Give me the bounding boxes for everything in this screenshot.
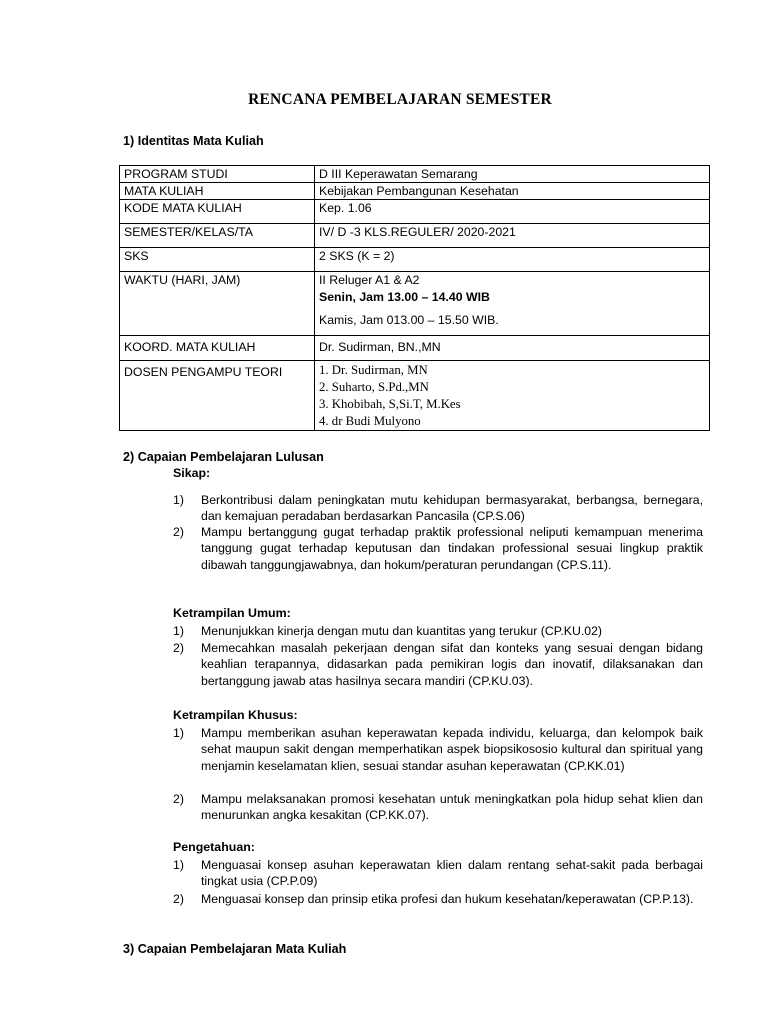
row-key: DOSEN PENGAMPU TEORI [120,361,315,431]
section-3-heading: 3) Capaian Pembelajaran Mata Kuliah [123,942,347,956]
table-row [120,336,710,361]
item-number: 1) [173,493,184,507]
item-text: Berkontribusi dalam peningkatan mutu kehidupan bermasyarakat, berbangsa, bernegara, dan kemajuan peradaban berdasarkan Pancasila (CP.S.06) [201,493,703,524]
pengetahuan-heading: Pengetahuan: [173,840,255,854]
row-value: Kebijakan Pembangunan Kesehatan [315,183,710,200]
section-2-heading: 2) Capaian Pembelajaran Lulusan [123,450,324,464]
row-value [315,361,710,431]
item-text: Mampu melaksanakan promosi kesehatan untuk meningkatkan pola hidup sehat klien dan menurunkan angka kesakitan (CP.KK.07). [201,792,703,823]
list-item [173,891,703,907]
row-key: SEMESTER/KELAS/TA [120,224,315,248]
list-item: 1. Dr. Sudirman, MN [319,363,428,377]
item-number: 2) [173,792,184,806]
item-text: Menguasai konsep dan prinsip etika profesi dan hukum kesehatan/keperawatan (CP.P.13). [201,892,694,906]
row-value: 2 SKS (K = 2) [315,248,710,272]
item-number: 2) [173,641,184,655]
item-number: 2) [173,525,184,539]
item-number: 1) [173,726,184,740]
row-key: SKS [120,248,315,272]
row-value [315,272,710,336]
item-text: Menunjukkan kinerja dengan mutu dan kuantitas yang terukur (CP.KU.02) [201,624,603,638]
document-title: RENCANA PEMBELAJARAN SEMESTER [248,91,552,108]
item-number: 1) [173,858,184,872]
schedule-thursday: Kamis, Jam 013.00 – 15.50 WIB. [319,313,499,327]
sikap-heading: Sikap: [173,466,211,480]
section-1-heading: 1) Identitas Mata Kuliah [123,134,264,148]
row-key: KODE MATA KULIAH [120,200,315,224]
item-number: 2) [173,892,184,906]
row-value: D III Keperawatan Semarang [315,166,710,183]
list-item [173,640,703,689]
table-row [120,361,710,431]
schedule-group: II Reluger A1 & A2 [319,273,420,287]
item-text: Menguasai konsep asuhan keperawatan klien dalam rentang sehat-sakit pada berbagai tingkat usia (CP.P.09) [201,858,703,889]
course-identity-table [119,165,710,431]
list-item [173,725,703,774]
row-value: Kep. 1.06 [315,200,710,224]
item-text: Mampu bertanggung gugat terhadap praktik professional neliputi kemampuan menerima tanggung gugat terhadap keputusan dan tindakan professional sesuai lingkup praktik dibawah tanggungjawabnya, dan hokum/peraturan perundangan (CP.S.11). [201,525,703,572]
item-text: Mampu memberikan asuhan keperawatan kepada individu, keluarga, dan kelompok baik sehat maupun sakit dengan memperhatikan aspek biopsikososio kultural dan spiritual yang menjamin keselamatan klien, sesuai standar asuhan keperawatan (CP.KK.01) [201,726,703,773]
list-item: 4. dr Budi Mulyono [319,414,421,428]
schedule-monday: Senin, Jam 13.00 – 14.40 WIB [319,290,490,304]
list-item [173,492,703,525]
table-row [120,166,710,183]
item-number: 1) [173,624,184,638]
list-item: 3. Khobibah, S,Si.T, M.Kes [319,397,461,411]
list-item [173,857,703,890]
ketrampilan-umum-heading: Ketrampilan Umum: [173,606,291,620]
list-item [173,623,703,639]
table-row [120,272,710,336]
list-item [173,791,703,824]
row-value: Dr. Sudirman, BN.,MN [315,336,710,361]
row-key: KOORD. MATA KULIAH [120,336,315,361]
item-text: Memecahkan masalah pekerjaan dengan sifat dan konteks yang sesuai dengan bidang keahlian terapannya, didasarkan pada pemikiran logis dan inovatif, dilaksanakan dan bertanggung jawab atas hasilnya secara mandiri (CP.KU.03). [201,641,703,688]
row-key: PROGRAM STUDI [120,166,315,183]
row-key: WAKTU (HARI, JAM) [120,272,315,336]
list-item [173,524,703,573]
row-value: IV/ D -3 KLS.REGULER/ 2020-2021 [315,224,710,248]
list-item: 2. Suharto, S.Pd.,MN [319,380,429,394]
table-row [120,224,710,248]
row-key: MATA KULIAH [120,183,315,200]
ketrampilan-khusus-heading: Ketrampilan Khusus: [173,708,298,722]
table-row [120,248,710,272]
table-row [120,183,710,200]
table-row [120,200,710,224]
lecturer-list [319,362,705,430]
